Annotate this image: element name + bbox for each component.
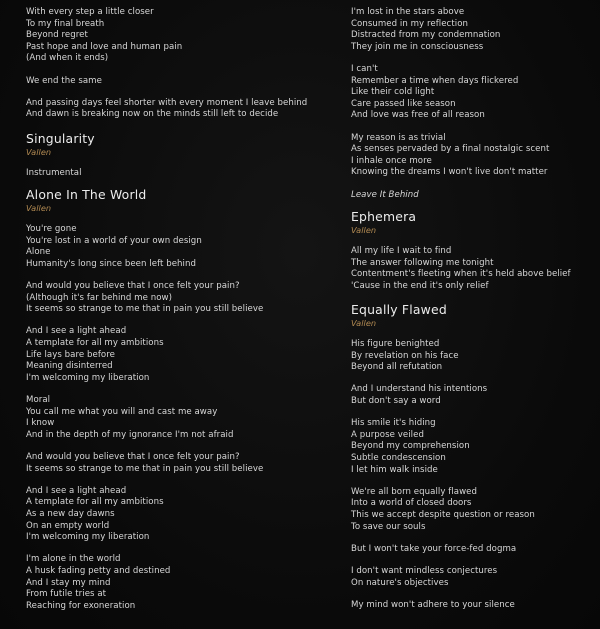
stanza <box>351 487 591 533</box>
stanza <box>26 395 326 441</box>
song-title-equally-flawed: Equally Flawed <box>351 302 447 318</box>
lyric-line: His smile it's hiding <box>351 418 436 429</box>
alone-in-the-world-lyrics <box>26 224 326 612</box>
lyric-line: (Although it's far behind me now) <box>26 292 172 303</box>
right-stanzas-a <box>351 7 591 179</box>
lyric-line: I inhale once more <box>351 155 432 166</box>
lyric-line: You're gone <box>26 224 77 235</box>
song-credit-singularity: Vallen <box>26 146 52 157</box>
lyric-line: Knowing the dreams I won't live don't matter <box>351 167 548 178</box>
stanza <box>26 7 326 65</box>
song-credit-alone-in-the-world: Vallen <box>26 203 52 214</box>
right-column <box>351 7 591 622</box>
stanza <box>351 418 591 476</box>
lyric-line: All my life I wait to find <box>351 246 452 257</box>
lyric-line: Alone <box>26 247 51 258</box>
stanza <box>351 133 591 179</box>
lyric-line: And I see a light ahead <box>26 326 127 337</box>
lyric-line: And I understand his intentions <box>351 384 488 395</box>
lyric-line: And would you believe that I once felt your pain? <box>26 281 240 292</box>
ephemera-lyrics <box>351 246 591 292</box>
lyric-line: I'm welcoming my liberation <box>26 372 150 383</box>
lyric-line: Remember a time when days flickered <box>351 75 519 86</box>
lyric-line: A template for all my ambitions <box>26 338 164 349</box>
lyric-line: I let him walk inside <box>351 464 438 475</box>
lyric-line: Subtle condescension <box>351 453 446 463</box>
lyric-line: I'm lost in the stars above <box>351 7 465 17</box>
lyric-line: The answer following me tonight <box>351 257 494 268</box>
lyric-line: It seems so strange to me that in pain you still believe <box>26 304 264 315</box>
lyric-line: But I won't take your force-fed dogma <box>351 543 517 554</box>
lyric-line: This we accept despite question or reason <box>351 509 535 520</box>
lyric-line: You're lost in a world of your own design <box>26 235 202 246</box>
stanza <box>351 339 591 374</box>
lyric-line: Beyond regret <box>26 30 88 41</box>
stanza <box>26 281 326 316</box>
lyric-line: And I stay my mind <box>26 577 111 588</box>
lyric-line: And love was free of all reason <box>351 110 485 121</box>
lyric-line: Into a world of closed doors <box>351 498 472 509</box>
repeat-note: Leave It Behind <box>351 189 419 200</box>
lyric-line: And passing days feel shorter with every moment I leave behind <box>26 97 308 108</box>
lyric-line: I don't want mindless conjectures <box>351 565 498 576</box>
stanza <box>351 566 591 589</box>
lyric-line: Distracted from my condemnation <box>351 30 501 41</box>
song-credit-ephemera: Vallen <box>351 225 377 236</box>
song-credit-equally-flawed: Vallen <box>351 318 377 329</box>
lyric-line: As a new day dawns <box>26 508 115 519</box>
song-title-alone-in-the-world: Alone In The World <box>26 187 147 203</box>
lyric-line: Like their cold light <box>351 87 435 98</box>
equally-flawed-lyrics <box>351 339 591 611</box>
lyric-line: We end the same <box>26 75 102 86</box>
stanza <box>26 486 326 544</box>
lyric-line: His figure benighted <box>351 339 440 350</box>
lyric-line: My reason is as trivial <box>351 132 446 143</box>
lyric-line: Moral <box>26 395 51 406</box>
lyric-line: I know <box>26 418 55 429</box>
stanza <box>26 452 326 475</box>
lyric-line: Past hope and love and human pain <box>26 41 183 52</box>
lyric-line: To save our souls <box>351 521 426 532</box>
instrumental-note: Instrumental <box>26 167 82 178</box>
lyric-line: A template for all my ambitions <box>26 497 164 508</box>
lyric-line: You call me what you will and cast me away <box>26 406 218 417</box>
stanza <box>26 76 326 88</box>
lyric-line: Beyond my comprehension <box>351 441 470 452</box>
song-title-singularity: Singularity <box>26 130 95 146</box>
lyric-line: But don't say a word <box>351 396 441 407</box>
stanza <box>351 246 591 292</box>
stanza <box>351 544 591 556</box>
lyric-line: As senses pervaded by a final nostalgic scent <box>351 144 550 155</box>
lyric-line: I'm alone in the world <box>26 554 121 565</box>
lyric-line: To my final breath <box>26 18 105 29</box>
left-column <box>26 7 326 623</box>
lyric-line: Beyond all refutation <box>351 362 443 373</box>
lyric-line: A purpose veiled <box>351 429 424 440</box>
left-stanzas-a <box>26 7 326 121</box>
stanza <box>351 64 591 122</box>
lyric-line: We're all born equally flawed <box>351 486 477 497</box>
lyric-line: 'Cause in the end it's only relief <box>351 280 489 291</box>
stanza <box>26 554 326 612</box>
stanza <box>26 326 326 384</box>
lyric-line: And I see a light ahead <box>26 485 127 496</box>
lyric-line: (And when it ends) <box>26 53 109 64</box>
lyric-line: Reaching for exoneration <box>26 600 136 611</box>
stanza <box>351 7 591 53</box>
lyric-line: And dawn is breaking now on the minds still left to decide <box>26 109 279 120</box>
lyric-line: With every step a little closer <box>26 7 154 17</box>
lyric-line: My mind won't adhere to your silence <box>351 599 515 610</box>
lyric-line: Life lays bare before <box>26 349 115 360</box>
stanza <box>26 224 326 270</box>
stanza <box>351 600 591 612</box>
lyric-line: Consumed in my reflection <box>351 18 468 29</box>
lyric-line: Meaning disinterred <box>26 361 113 372</box>
lyric-line: On nature's objectives <box>351 577 449 588</box>
stanza <box>26 98 326 121</box>
lyric-line: I can't <box>351 63 378 74</box>
lyric-line: From futile tries at <box>26 589 107 600</box>
lyric-line: I'm welcoming my liberation <box>26 532 150 543</box>
lyric-line: Contentment's fleeting when it's held above belief <box>351 269 571 280</box>
lyric-line: On an empty world <box>26 520 110 531</box>
lyric-line: By revelation on his face <box>351 350 459 361</box>
lyric-line: It seems so strange to me that in pain you still believe <box>26 463 264 474</box>
song-title-ephemera: Ephemera <box>351 209 417 225</box>
lyric-line: A husk fading petty and destined <box>26 565 171 576</box>
lyric-line: They join me in consciousness <box>351 41 484 52</box>
lyric-line: And would you believe that I once felt your pain? <box>26 452 240 462</box>
lyric-line: Humanity's long since been left behind <box>26 258 196 269</box>
lyric-line: Care passed like season <box>351 98 456 109</box>
lyric-line: And in the depth of my ignorance I'm not afraid <box>26 429 234 440</box>
stanza <box>351 384 591 407</box>
